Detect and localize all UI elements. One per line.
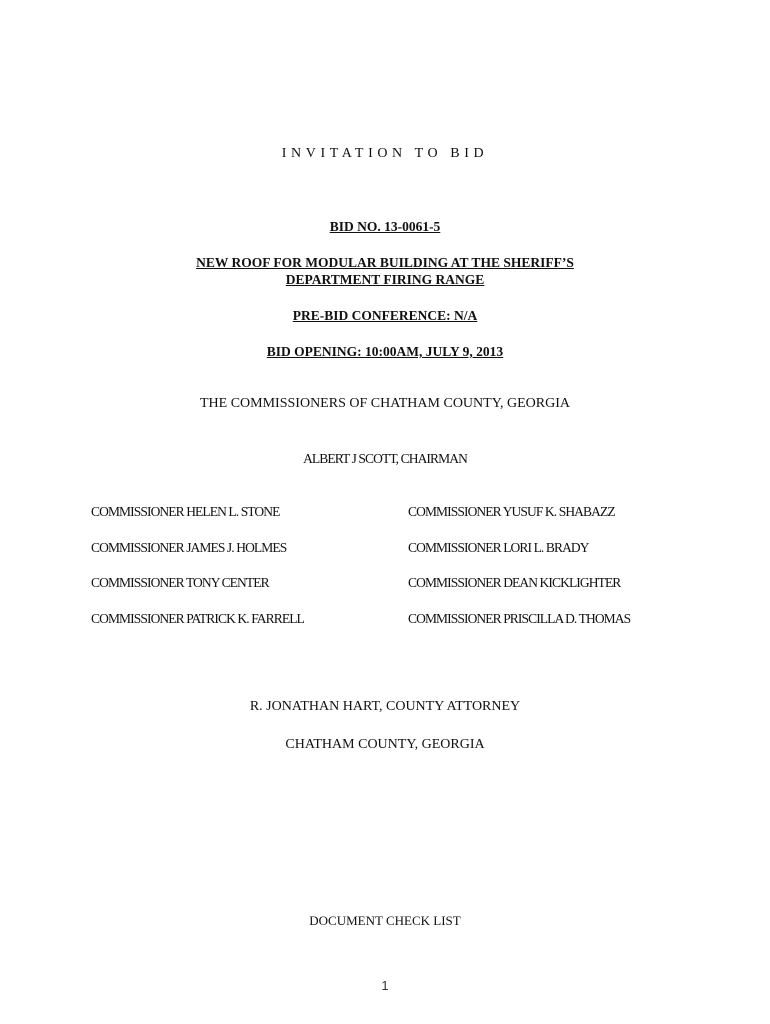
bid-number: BID NO. 13-0061-5 [329, 219, 441, 234]
project-title-line-1: NEW ROOF FOR MODULAR BUILDING AT THE SHERIFF’S [196, 255, 574, 270]
commissioner-left-1: COMMISSIONER HELEN L. STONE [91, 504, 280, 519]
commissioner-right-2: COMMISSIONER LORI L. BRADY [408, 540, 589, 555]
commissioner-right-1: COMMISSIONER YUSUF K. SHABAZZ [408, 504, 615, 519]
board-name: THE COMMISSIONERS OF CHATHAM COUNTY, GEORGIA [200, 396, 570, 411]
commissioner-left-4: COMMISSIONER PATRICK K. FARRELL [91, 611, 304, 626]
pre-bid-conference: PRE-BID CONFERENCE: N/A [292, 308, 478, 323]
county-attorney: R. JONATHAN HART, COUNTY ATTORNEY [249, 699, 521, 714]
bid-opening: BID OPENING: 10:00AM, JULY 9, 2013 [266, 344, 504, 359]
county-name: CHATHAM COUNTY, GEORGIA [285, 737, 485, 752]
document-title: INVITATION TO BID [281, 146, 489, 161]
commissioner-right-4: COMMISSIONER PRISCILLA D. THOMAS [408, 611, 631, 626]
commissioner-right-3: COMMISSIONER DEAN KICKLIGHTER [408, 575, 621, 590]
page-number: 1 [381, 978, 389, 993]
project-title-line-2: DEPARTMENT FIRING RANGE [285, 272, 485, 287]
commissioner-left-3: COMMISSIONER TONY CENTER [91, 575, 269, 590]
commissioner-left-2: COMMISSIONER JAMES J. HOLMES [91, 540, 287, 555]
chairman: ALBERT J SCOTT, CHAIRMAN [303, 451, 467, 466]
document-check-list-heading: DOCUMENT CHECK LIST [309, 913, 461, 928]
